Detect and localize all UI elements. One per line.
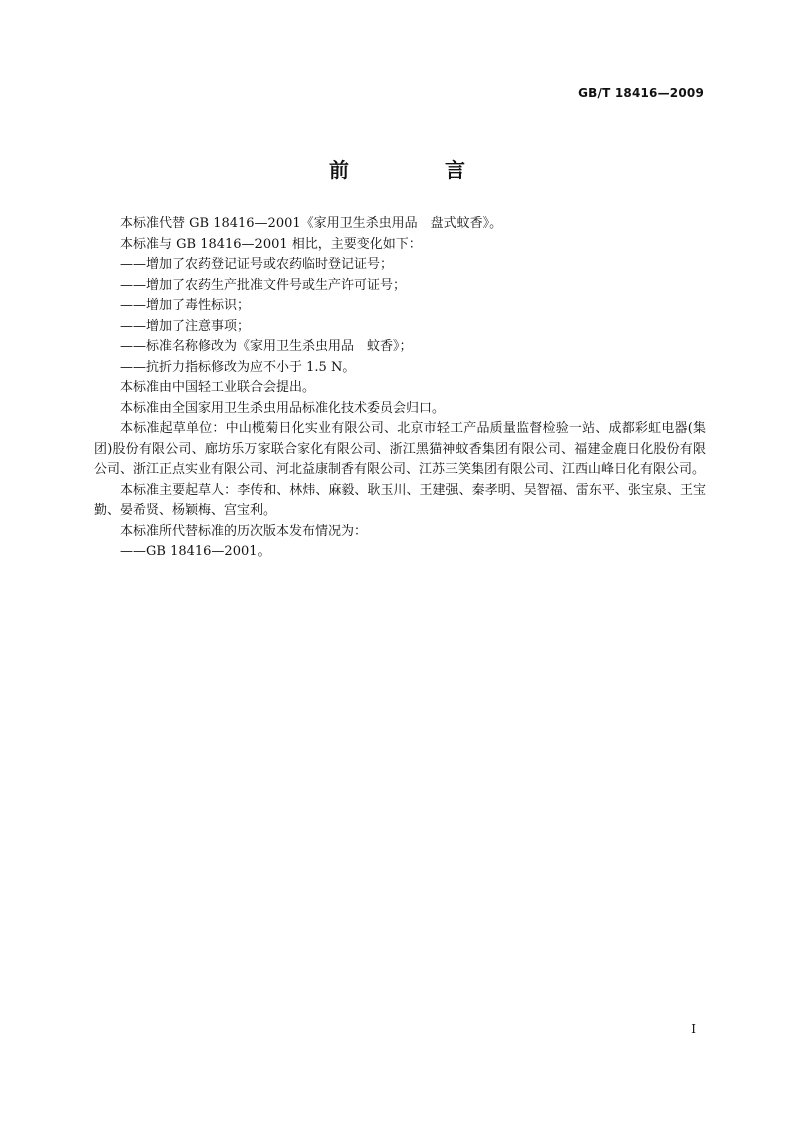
list-item: ——增加了农药生产批准文件号或生产许可证号； [120,277,407,293]
paragraph-replaces: 本标准代替 GB 18416—2001《家用卫生杀虫用品 盘式蚊香》。 [120,216,503,231]
page-title: 前 言 [329,158,503,182]
paragraph-drafting-units: 本标准起草单位：中山榄菊日化实业有限公司、北京市轻工产品质量监督检验一站、成都彩虹电器(集团)股份有限公司、廊坊乐万家联合家化有限公司、浙江黑猫神蚊香集团有限公司、福建金鹿日化股份有限公司、浙江正点实业有限公司、河北益康制香有限公司、江苏三笑集团有限公司、江西山峰日化有限公司。 [94,421,706,477]
list-item: ——抗折力指标修改为应不小于 1.5 N。 [120,359,356,375]
paragraph-proposed-by: 本标准由中国轻工业联合会提出。 [120,380,316,395]
paragraph-drafters: 本标准主要起草人：李传和、林炜、麻毅、耿玉川、王建强、秦孝明、吴智福、雷东平、张宝泉、王宝勤、晏希贤、杨颖梅、宫宝利。 [94,482,706,518]
paragraph-centralized-by: 本标准由全国家用卫生杀虫用品标准化技术委员会归口。 [120,400,446,416]
standard-code: GB/T 18416—2009 [578,86,704,100]
paragraph-history-intro: 本标准所代替标准的历次版本发布情况为： [120,523,368,539]
list-item: ——增加了毒性标识； [120,298,251,313]
list-item: ——标准名称修改为《家用卫生杀虫用品 蚊香》； [120,339,413,354]
page-number: I [691,1022,696,1036]
list-item: ——增加了注意事项； [120,318,251,334]
foreword-body [94,214,706,563]
list-item: ——GB 18416—2001。 [120,544,271,559]
list-item: ——增加了农药登记证号或农药临时登记证号； [120,257,394,272]
paragraph-changes-intro: 本标准与 GB 18416—2001 相比，主要变化如下： [120,236,422,252]
